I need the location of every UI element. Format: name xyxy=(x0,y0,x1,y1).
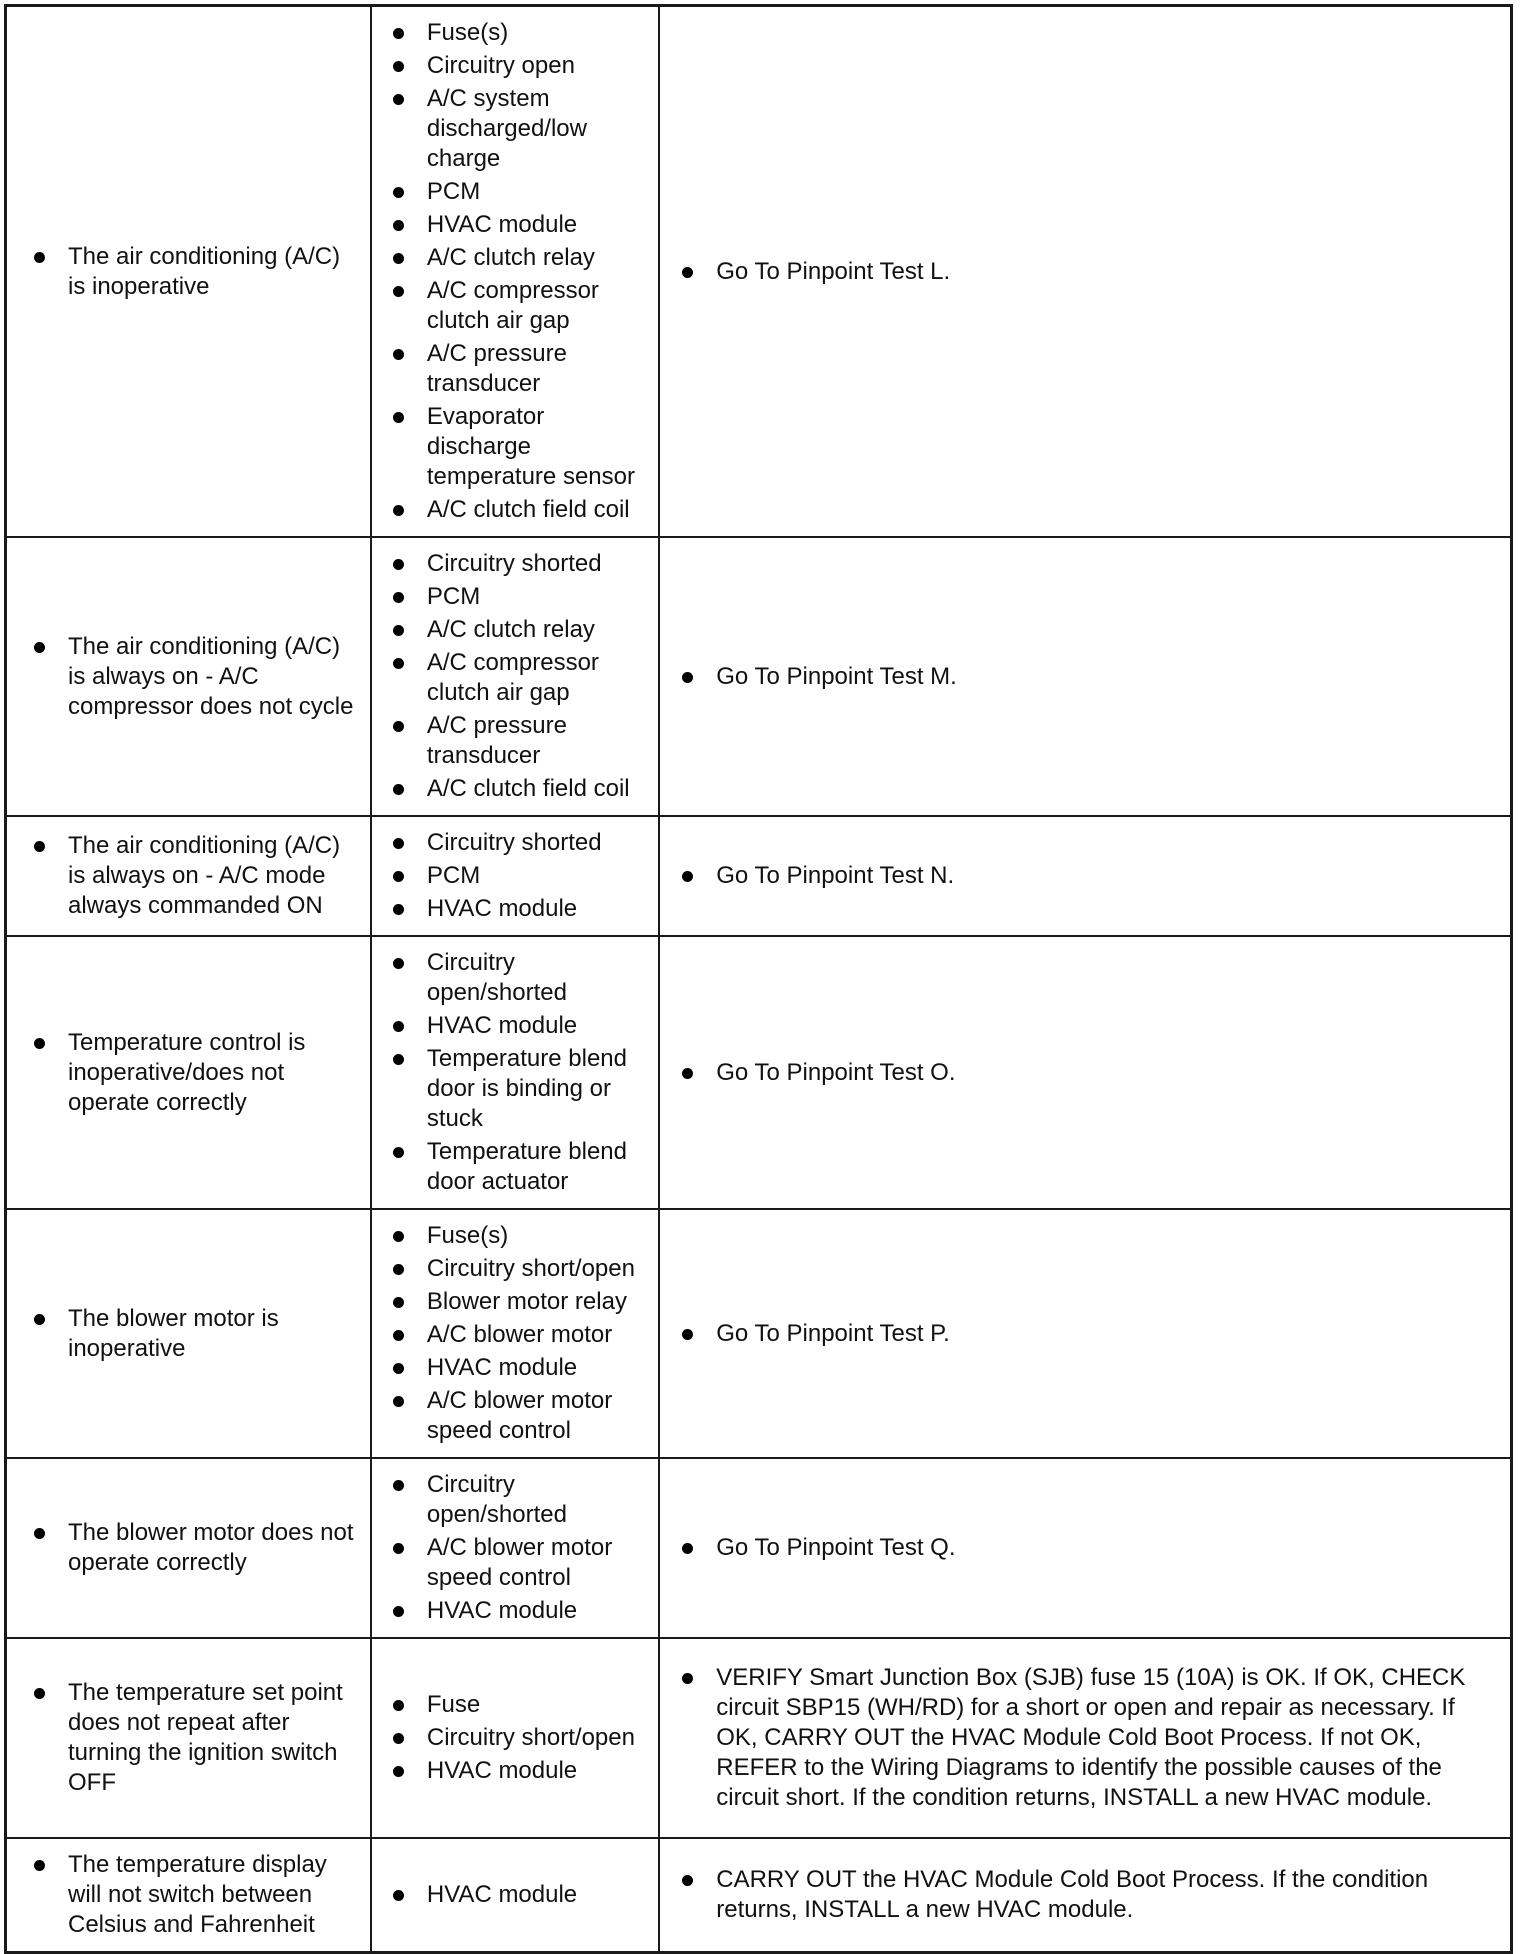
source-item: Circuitry open/shorted xyxy=(393,1470,654,1530)
condition-cell xyxy=(6,6,371,538)
table-row xyxy=(6,537,1512,816)
condition-list xyxy=(7,1839,370,1951)
possible-sources-cell xyxy=(371,1638,659,1838)
action-text: Go To Pinpoint Test P. xyxy=(682,1319,1502,1349)
possible-sources-list xyxy=(372,937,658,1208)
possible-sources-cell xyxy=(371,1458,659,1638)
source-item: A/C system discharged/low charge xyxy=(393,84,654,174)
source-item: HVAC module xyxy=(393,210,654,240)
condition-text: The air conditioning (A/C) is always on - A/C mode always commanded ON xyxy=(34,831,364,921)
possible-sources-cell xyxy=(371,936,659,1209)
source-item: Fuse xyxy=(393,1690,654,1720)
action-cell xyxy=(659,816,1511,936)
condition-list xyxy=(7,820,370,932)
source-item: HVAC module xyxy=(393,894,654,924)
possible-sources-list xyxy=(372,1210,658,1457)
possible-sources-list xyxy=(372,1869,658,1921)
possible-sources-list xyxy=(372,1459,658,1637)
source-item: Circuitry open xyxy=(393,51,654,81)
source-item: A/C pressure transducer xyxy=(393,711,654,771)
action-text: CARRY OUT the HVAC Module Cold Boot Process. If the condition returns, INSTALL a new HVAC module. xyxy=(682,1865,1502,1925)
source-item: A/C compressor clutch air gap xyxy=(393,648,654,708)
source-item: PCM xyxy=(393,582,654,612)
source-item: Circuitry shorted xyxy=(393,828,654,858)
condition-text: The air conditioning (A/C) is always on - A/C compressor does not cycle xyxy=(34,632,364,722)
action-text: Go To Pinpoint Test L. xyxy=(682,257,1502,287)
possible-sources-cell xyxy=(371,537,659,816)
action-list xyxy=(660,1308,1510,1360)
condition-cell xyxy=(6,1209,371,1458)
action-text: Go To Pinpoint Test N. xyxy=(682,861,1502,891)
source-item: Blower motor relay xyxy=(393,1287,654,1317)
source-item: HVAC module xyxy=(393,1011,654,1041)
condition-list xyxy=(7,1293,370,1375)
possible-sources-cell xyxy=(371,1838,659,1953)
possible-sources-list xyxy=(372,1679,658,1797)
condition-cell xyxy=(6,936,371,1209)
source-item: A/C blower motor xyxy=(393,1320,654,1350)
action-list xyxy=(660,246,1510,298)
source-item: Evaporator discharge temperature sensor xyxy=(393,402,654,492)
action-list xyxy=(660,651,1510,703)
table-row xyxy=(6,1209,1512,1458)
condition-cell xyxy=(6,1638,371,1838)
condition-list xyxy=(7,1017,370,1129)
table-row xyxy=(6,6,1512,538)
possible-sources-list xyxy=(372,817,658,935)
action-text: Go To Pinpoint Test O. xyxy=(682,1058,1502,1088)
condition-text: The air conditioning (A/C) is inoperative xyxy=(34,242,364,302)
condition-list xyxy=(7,621,370,733)
symptom-chart-table xyxy=(4,4,1513,1954)
condition-cell xyxy=(6,1458,371,1638)
action-list xyxy=(660,1854,1510,1936)
possible-sources-list xyxy=(372,538,658,815)
action-text: Go To Pinpoint Test Q. xyxy=(682,1533,1502,1563)
condition-cell xyxy=(6,816,371,936)
source-item: A/C clutch field coil xyxy=(393,774,654,804)
action-text: Go To Pinpoint Test M. xyxy=(682,662,1502,692)
action-text: VERIFY Smart Junction Box (SJB) fuse 15 (10A) is OK. If OK, CHECK circuit SBP15 (WH/RD) for a short or open and repair as necessary. If OK, CARRY OUT the HVAC Module Cold Boot Process. If not OK, REFER to the Wiring Diagrams to identify the possible causes of the circuit short. If the condition returns, INSTALL a new HVAC module. xyxy=(682,1663,1502,1813)
possible-sources-cell xyxy=(371,6,659,538)
action-cell xyxy=(659,1209,1511,1458)
condition-text: The blower motor is inoperative xyxy=(34,1304,364,1364)
action-cell xyxy=(659,1838,1511,1953)
source-item: Temperature blend door is binding or stuck xyxy=(393,1044,654,1134)
condition-cell xyxy=(6,1838,371,1953)
source-item: HVAC module xyxy=(393,1596,654,1626)
action-list xyxy=(660,850,1510,902)
condition-list xyxy=(7,231,370,313)
source-item: A/C clutch field coil xyxy=(393,495,654,525)
source-item: PCM xyxy=(393,177,654,207)
action-cell xyxy=(659,6,1511,538)
condition-cell xyxy=(6,537,371,816)
condition-text: The temperature set point does not repeat after turning the ignition switch OFF xyxy=(34,1678,364,1798)
action-list xyxy=(660,1047,1510,1099)
symptom-chart-body xyxy=(6,6,1512,1953)
condition-text: The temperature display will not switch between Celsius and Fahrenheit xyxy=(34,1850,364,1940)
action-cell xyxy=(659,1638,1511,1838)
source-item: Fuse(s) xyxy=(393,1221,654,1251)
condition-text: The blower motor does not operate correctly xyxy=(34,1518,364,1578)
table-row xyxy=(6,1458,1512,1638)
source-item: PCM xyxy=(393,861,654,891)
condition-list xyxy=(7,1667,370,1809)
source-item: HVAC module xyxy=(393,1353,654,1383)
action-list xyxy=(660,1652,1510,1824)
source-item: A/C clutch relay xyxy=(393,243,654,273)
source-item: Temperature blend door actuator xyxy=(393,1137,654,1197)
source-item: Circuitry short/open xyxy=(393,1723,654,1753)
table-row xyxy=(6,1638,1512,1838)
source-item: A/C pressure transducer xyxy=(393,339,654,399)
action-list xyxy=(660,1522,1510,1574)
table-row xyxy=(6,936,1512,1209)
source-item: HVAC module xyxy=(393,1880,654,1910)
source-item: A/C compressor clutch air gap xyxy=(393,276,654,336)
source-item: A/C clutch relay xyxy=(393,615,654,645)
source-item: A/C blower motor speed control xyxy=(393,1386,654,1446)
action-cell xyxy=(659,1458,1511,1638)
source-item: HVAC module xyxy=(393,1756,654,1786)
source-item: Circuitry shorted xyxy=(393,549,654,579)
possible-sources-cell xyxy=(371,816,659,936)
source-item: Fuse(s) xyxy=(393,18,654,48)
source-item: Circuitry short/open xyxy=(393,1254,654,1284)
possible-sources-list xyxy=(372,7,658,536)
action-cell xyxy=(659,936,1511,1209)
source-item: A/C blower motor speed control xyxy=(393,1533,654,1593)
condition-text: Temperature control is inoperative/does not operate correctly xyxy=(34,1028,364,1118)
condition-list xyxy=(7,1507,370,1589)
table-row xyxy=(6,1838,1512,1953)
source-item: Circuitry open/shorted xyxy=(393,948,654,1008)
table-row xyxy=(6,816,1512,936)
possible-sources-cell xyxy=(371,1209,659,1458)
action-cell xyxy=(659,537,1511,816)
